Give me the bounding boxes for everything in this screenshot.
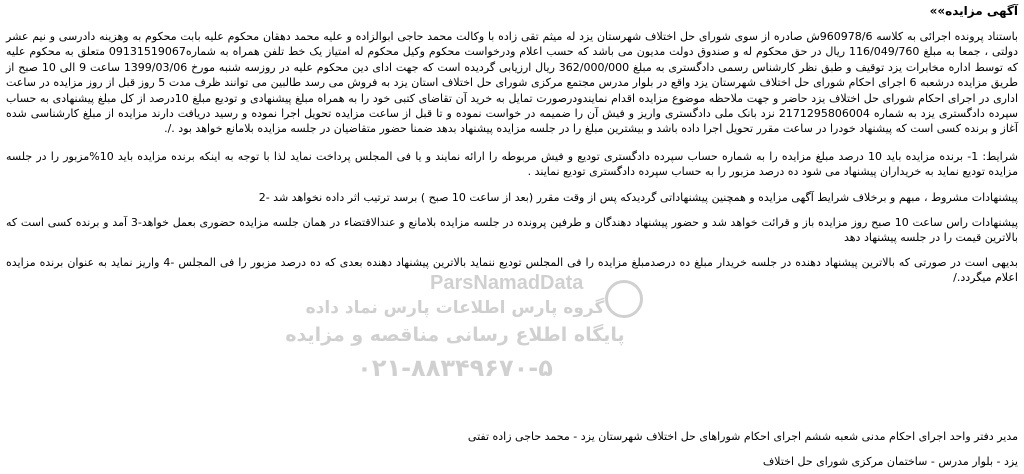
condition-2: پیشنهادات مشروط ، مبهم و برخلاف شرایط آگهی مزایده و همچنین پیشنهاداتی گردیدکه پس از وقت مقرر (بعد از ساعت 10 صبح ) برسد ترتیب اثر داده نخواهد شد -2 [258,190,1018,204]
condition-1: شرایط: 1- برنده مزایده باید 10 درصد مبلغ مزایده را به شماره حساب سپرده دادگستری تودیع و فیش مربوطه را ارائه نمایند و یا فی المجلس پرداخت نماید لذا با توجه به اینکه برنده مزایده باید 10%مزبور را در جلسه مزایده تودیع نماید به خریداران پیشنهاد می شود ده درصد مزبور را به حساب سپرده دادگستری تودیع نمایند . [6,149,1018,179]
watermark-brand: ParsNamadData [430,272,584,294]
watermark-phone: ۰۲۱-۸۸۳۴۹۶۷۰-۵ [357,354,553,382]
condition-4: بدیهی است در صورتی که بالاترین پیشنهاد دهنده در جلسه خریدار مبلغ ده درصدمبلغ مزایده را فی المجلس تودیع ننماید بالاترین پیشنهاد دهنده بعدی که ده درصد مزبور را فی المجلس -4 واریز نماید به عنوان برنده مزایده اعلام میگردد./ [6,255,1018,285]
watermark-line-1: گروه پارس اطلاعات پارس نماد داده [305,298,605,318]
condition-3: پیشنهادات راس ساعت 10 صبح روز مزایده باز و قرائت خواهد شد و حضور پیشنهاد دهندگان و طرفین پرونده در جلسه مزایده بلامانع و عندالاقتضاء در همان جلسه مزایده حضوری بعمل خواهد-3 آمد و برنده کسی است که بالاترین قیمت را در جلسه پیشنهاد دهد [6,216,1019,245]
notice-intro-paragraph: باستناد پرونده اجرائی به کلاسه 960978/6ش صادره از سوی شورای حل اختلاف شهرستان یزد له میثم تقی زاده با وکالت محمد حاجی ابوالزاده و علیه محمد دهقان محکوم علیه بابت محکوم به وهزینه دادرسی و نیم عشر دولتی ، جمعا به مبلغ 116/049/760 ریال در حق محکوم له و صندوق دولت مدیون می باشد که حسب اعلام ودرخواست محکوم وکیل محکوم له امتیاز یک خط تلفن همراه به شماره09131519067 متعلق به محکوم علیه که توسط اداره مخابرات یزد توقیف و طبق نظر کارشناس رسمی دادگستری به مبلغ 362/000/000 ریال ارزیابی گردیده است که جهت ادای دین محکوم علیه در روزسه شنبه مورخ 1399/03/06 ساعت 9 الی 10 صبح از طریق مزایده درشعبه 6 اجرای احکام شورای حل اختلاف شهرستان یزد واقع در بلوار مدرس مجتمع مرکزی شورای حل اختلاف استان یزد به فروش می رسد طالبین می توانند ظرف مدت 5 روز قبل از روز مزایده در ساعت اداری در اجرای احکام شورای حل اختلاف یزد حاضر و جهت ملاحظه موضوع مزایده اقدام نمایندودرصورت تمایل به خرید آن تقاضای کتبی خود را به همراه مبلغ پیشنهادی و تودیع مبلغ 10درصد از کل مبلغ پیشنهادی به حساب سپرده دادگستری یزد به شماره 2171295806004 نزد بانک ملی دادگستری واریز و فیش آن را ضمیمه در خواست نموده و تا قبل از ساعت مزایده تحویل اجرا نموده و رسید دریافت دارند مزایده از مبلغ کارشناسی شده آغاز و برنده کسی است که پیشنهاد خودرا در ساعت مقرر تحویل اجرا داده باشد و بیشترین مبلغ را در جلسه مزایده پیشنهاد بدهد ضمنا حضور متقاضیان در جلسه مزایده بلامانع خواهد بود ./. [6,30,1019,136]
watermark-line-2: پایگاه اطلاع رسانی مناقصه و مزایده [285,324,625,346]
signature-line: مدیر دفتر واحد اجرای احکام مدنی شعبه ششم اجرای احکام شوراهای حل اختلاف شهرستان یزد - محمد حاجی زاده تفتی [467,430,1018,443]
address-line: یزد - بلوار مدرس - ساختمان مرکزی شورای حل اختلاف [762,455,1018,468]
notice-title: آگهی مزایده»» [929,4,1018,18]
